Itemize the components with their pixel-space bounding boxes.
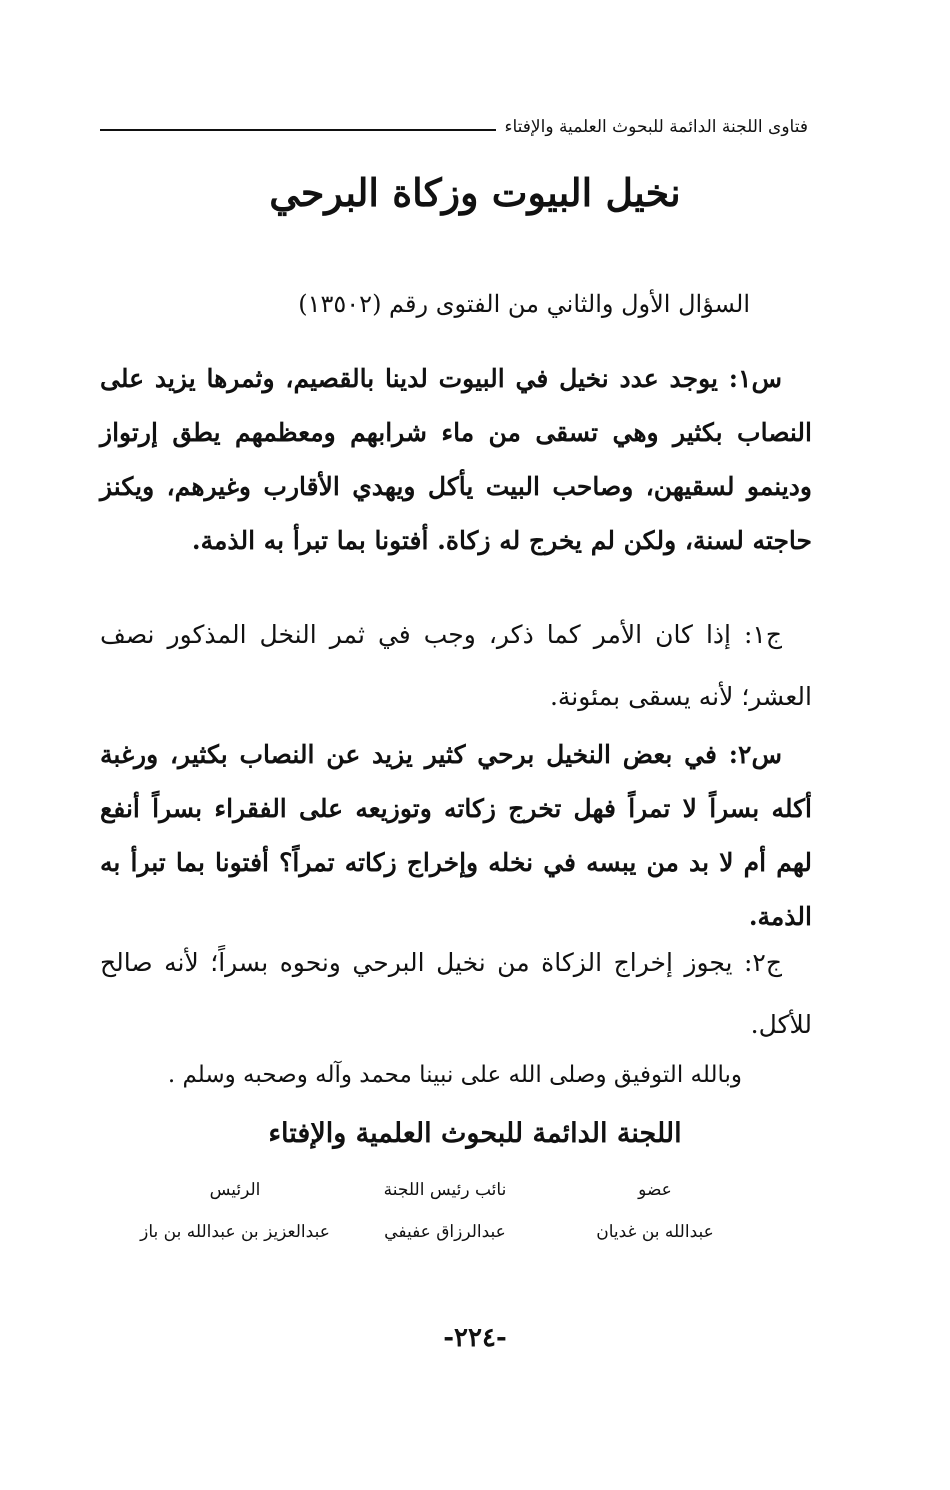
- answer-1-block: [100, 604, 812, 728]
- signatory-name: عبدالعزيز بن عبدالله بن باز: [140, 1222, 330, 1242]
- page-number: -٢٢٤-: [443, 1323, 507, 1353]
- answer-2: ج٢: يجوز إخراج الزكاة من نخيل البرحي ونحوه بسراً؛ لأنه صالح للأكل.: [100, 948, 812, 1039]
- question-1-block: [100, 352, 812, 568]
- header-rule: [100, 129, 496, 131]
- answer-2-block: [100, 932, 812, 1056]
- signatory-name: عبدالرزاق عفيفي: [384, 1222, 506, 1242]
- question-1: س١: يوجد عدد نخيل في البيوت لدينا بالقصيم، وثمرها يزيد على النصاب بكثير وهي تسقى من ماء شرابهم ومعظمهم يطق إرتواز ودينمو لسقيهن، وصاحب البيت يأكل ويهدي الأقارب وغيرهم، ويكنز حاجته لسنة، ولكن لم يخرج له زكاة. أفتونا بما تبرأ به الذمة.: [100, 364, 812, 555]
- closing-line: وبالله التوفيق وصلى الله على نبينا محمد وآله وصحبه وسلم .: [167, 1062, 742, 1088]
- signatory-name: عبدالله بن غديان: [596, 1222, 714, 1242]
- signatory-names: [130, 1222, 760, 1242]
- answer-1: ج١: إذا كان الأمر كما ذكر، وجب في ثمر النخل المذكور نصف العشر؛ لأنه يسقى بمئونة.: [100, 620, 812, 711]
- fatwa-intro: السؤال الأول والثاني من الفتوى رقم (١٣٥٠٢): [298, 290, 750, 318]
- running-header: [100, 112, 808, 142]
- signatory-title: عضو: [638, 1180, 672, 1200]
- committee-name: اللجنة الدائمة للبحوث العلمية والإفتاء: [268, 1118, 682, 1149]
- signatory-titles: [130, 1180, 760, 1200]
- signatory-title: نائب رئيس اللجنة: [383, 1180, 507, 1200]
- question-2-block: [100, 728, 812, 944]
- signatory-title: الرئيس: [209, 1180, 261, 1200]
- page-title: نخيل البيوت وزكاة البرحي: [269, 170, 681, 215]
- question-2: س٢: في بعض النخيل برحي كثير يزيد عن النصاب بكثير، ورغبة أكله بسراً لا تمراً فهل تخرج زكاته وتوزيعه على الفقراء بسراً أنفع لهم أم لا بد من يبسه في نخله وإخراج زكاته تمراً؟ أفتونا بما تبرأ به الذمة.: [100, 740, 812, 931]
- running-title: فتاوى اللجنة الدائمة للبحوث العلمية والإفتاء: [504, 117, 808, 137]
